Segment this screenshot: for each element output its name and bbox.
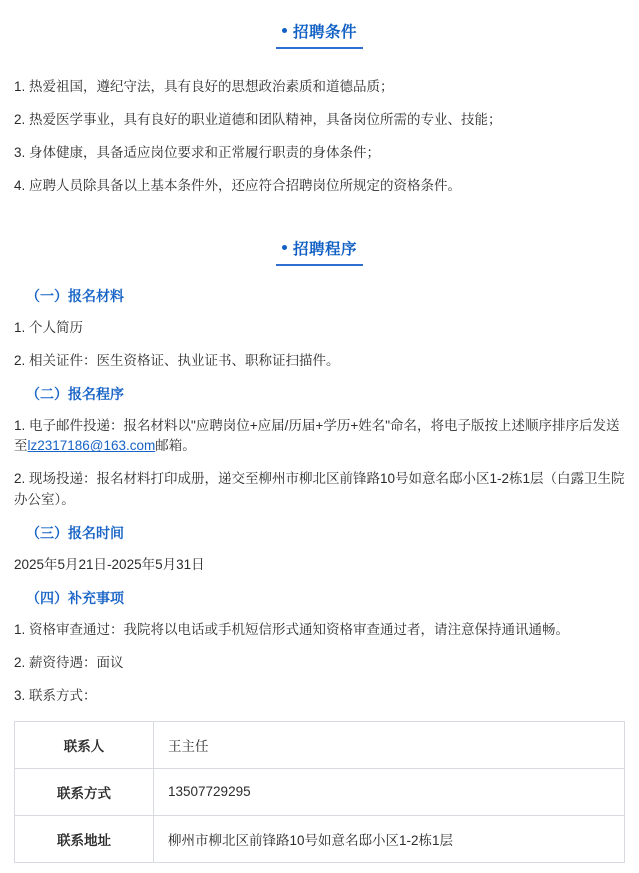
contact-value-address: 柳州市柳北区前锋路10号如意名邸小区1-2栋1层	[154, 815, 625, 862]
submission-item-1-suffix: 邮箱。	[155, 438, 196, 454]
section-heading-conditions-inner	[276, 20, 363, 49]
section-heading-conditions-text: 招聘条件	[292, 24, 357, 41]
materials-item-1: 1. 个人简历	[14, 319, 84, 335]
section-heading-conditions	[14, 20, 625, 49]
section-heading-procedure	[14, 237, 625, 266]
table-row	[15, 815, 625, 862]
contact-value-phone: 13507729295	[154, 768, 625, 815]
condition-item-4: 4. 应聘人员除具备以上基本条件外，还应符合招聘岗位所规定的资格条件。	[14, 177, 462, 193]
submission-item-1-prefix: 1. 电子邮件投递：报名材料以"应聘岗位+应届/历届+学历+姓名"命名，将电子版按上述顺序排序后发送至	[14, 417, 620, 454]
additional-item-2: 2. 薪资待遇：面议	[14, 655, 124, 671]
registration-dates: 2025年5月21日-2025年5月31日	[14, 557, 205, 573]
section-heading-procedure-inner	[276, 237, 363, 266]
contact-key-phone: 联系方式	[15, 768, 154, 815]
spacer-after-procedure-heading	[14, 266, 625, 286]
spacer-after-conditions-heading	[14, 49, 625, 77]
contact-key-person: 联系人	[15, 721, 154, 768]
submission-item-1	[14, 416, 625, 458]
subsection-heading-materials: （一）报名材料	[26, 287, 124, 304]
bullet-dot-icon	[282, 28, 287, 33]
additional-item-1: 1. 资格审查通过：我院将以电话或手机短信形式通知资格审查通过者，请注意保持通讯通畅。	[14, 622, 570, 638]
condition-item-1: 1. 热爱祖国，遵纪守法，具有良好的思想政治素质和道德品质；	[14, 79, 394, 94]
condition-item-2: 2. 热爱医学事业，具有良好的职业道德和团队精神，具备岗位所需的专业、技能；	[14, 111, 502, 127]
table-row	[15, 768, 625, 815]
contact-value-person: 王主任	[154, 721, 625, 768]
additional-item-3: 3. 联系方式：	[14, 687, 97, 703]
email-link[interactable]: lz2317186@163.com	[27, 438, 156, 454]
subsection-heading-additional: （四）补充事项	[26, 590, 124, 607]
submission-item-2: 2. 现场投递：报名材料打印成册，递交至柳州市柳北区前锋路10号如意名邸小区1-2栋1层（白露卫生院办公室）。	[14, 471, 625, 508]
bullet-dot-icon	[282, 245, 287, 250]
condition-item-3: 3. 身体健康，具备适应岗位要求和正常履行职责的身体条件；	[14, 144, 381, 160]
subsection-heading-dates: （三）报名时间	[26, 525, 124, 542]
contact-table	[14, 721, 625, 863]
subsection-heading-submission: （二）报名程序	[26, 385, 124, 402]
spacer-before-procedure	[14, 209, 625, 237]
materials-item-2: 2. 相关证件：医生资格证、执业证书、职称证扫描件。	[14, 352, 340, 368]
top-spacer	[14, 0, 625, 20]
table-row	[15, 721, 625, 768]
section-heading-procedure-text: 招聘程序	[292, 240, 357, 258]
contact-key-address: 联系地址	[15, 815, 154, 862]
